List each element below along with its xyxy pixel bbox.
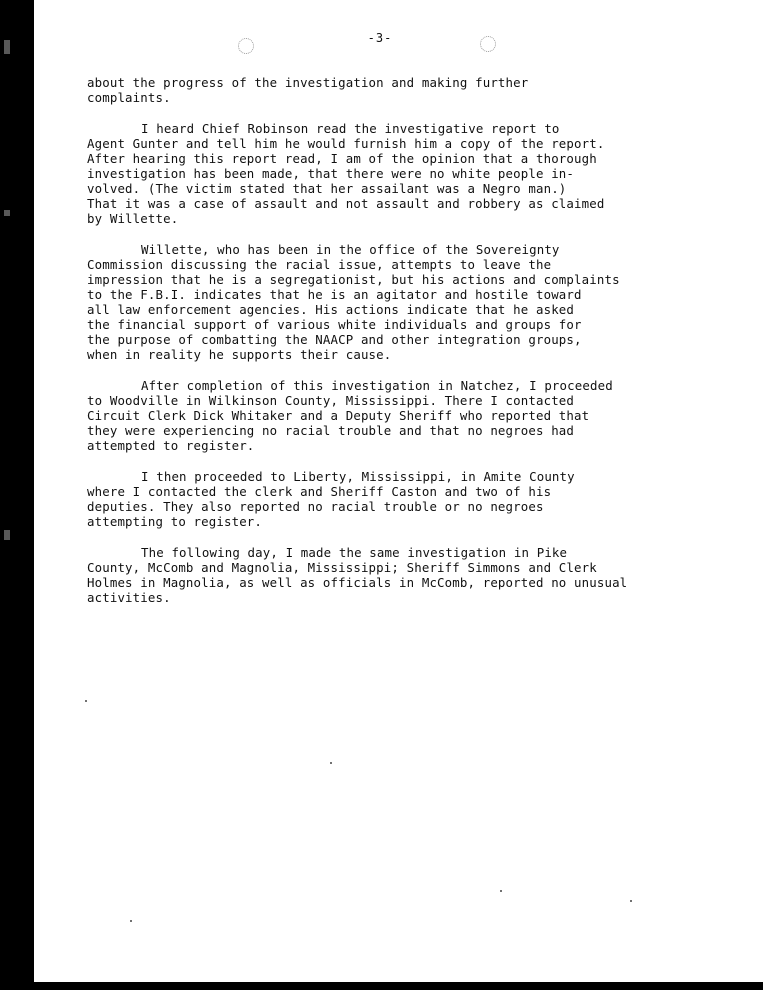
text-line: County, McComb and Magnolia, Mississippi; Sheriff Simmons and Clerk — [87, 560, 597, 575]
text-line: Holmes in Magnolia, as well as officials in McComb, reported no unusual — [87, 575, 628, 590]
text-line: deputies. They also reported no racial trouble or no negroes — [87, 499, 544, 514]
text-line: After hearing this report read, I am of the opinion that a thorough — [87, 151, 597, 166]
text-line: volved. (The victim stated that her assailant was a Negro man.) — [87, 181, 567, 196]
text-line: when in reality he supports their cause. — [87, 347, 392, 362]
text-line: to the F.B.I. indicates that he is an agitator and hostile toward — [87, 287, 582, 302]
text-line: the financial support of various white individuals and groups for — [87, 317, 582, 332]
paragraph — [87, 545, 717, 605]
text-line: to Woodville in Wilkinson County, Mississippi. There I contacted — [87, 393, 575, 408]
text-line: where I contacted the clerk and Sheriff Caston and two of his — [87, 484, 552, 499]
text-line: all law enforcement agencies. His actions indicate that he asked — [87, 302, 575, 317]
text-line: the purpose of combatting the NAACP and other integration groups, — [87, 332, 582, 347]
text-line: Willette, who has been in the office of the Sovereignty — [141, 242, 560, 257]
document-body — [87, 75, 717, 621]
scan-speck — [85, 700, 87, 702]
paragraph — [87, 378, 717, 453]
paragraph — [87, 75, 717, 105]
text-line: they were experiencing no racial trouble and that no negroes had — [87, 423, 575, 438]
text-line: by Willette. — [87, 211, 179, 226]
scan-left-border — [0, 0, 34, 990]
scan-speck — [330, 762, 332, 764]
text-line: After completion of this investigation in Natchez, I proceeded — [141, 378, 613, 393]
text-line: complaints. — [87, 90, 171, 105]
scan-speck — [500, 890, 502, 892]
scan-speck — [630, 900, 632, 902]
paragraph — [87, 242, 717, 362]
text-line: I then proceeded to Liberty, Mississippi, in Amite County — [141, 469, 575, 484]
smudge-mark — [480, 36, 496, 52]
text-line: That it was a case of assault and not assault and robbery as claimed — [87, 196, 605, 211]
paragraph — [87, 469, 717, 529]
scan-bottom-border — [0, 982, 763, 990]
text-line: attempted to register. — [87, 438, 255, 453]
scan-speck — [130, 920, 132, 922]
text-line: Agent Gunter and tell him he would furnish him a copy of the report. — [87, 136, 605, 151]
text-line: Circuit Clerk Dick Whitaker and a Deputy Sheriff who reported that — [87, 408, 590, 423]
page-number: -3- — [367, 31, 393, 45]
text-line: investigation has been made, that there were no white people in- — [87, 166, 575, 181]
text-line: The following day, I made the same investigation in Pike — [141, 545, 568, 560]
text-line: impression that he is a segregationist, but his actions and complaints — [87, 272, 620, 287]
paragraph — [87, 121, 717, 226]
text-line: I heard Chief Robinson read the investigative report to — [141, 121, 560, 136]
smudge-mark — [238, 38, 254, 54]
text-line: Commission discussing the racial issue, attempts to leave the — [87, 257, 552, 272]
text-line: attempting to register. — [87, 514, 263, 529]
text-line: activities. — [87, 590, 171, 605]
text-line: about the progress of the investigation and making further — [87, 75, 529, 90]
